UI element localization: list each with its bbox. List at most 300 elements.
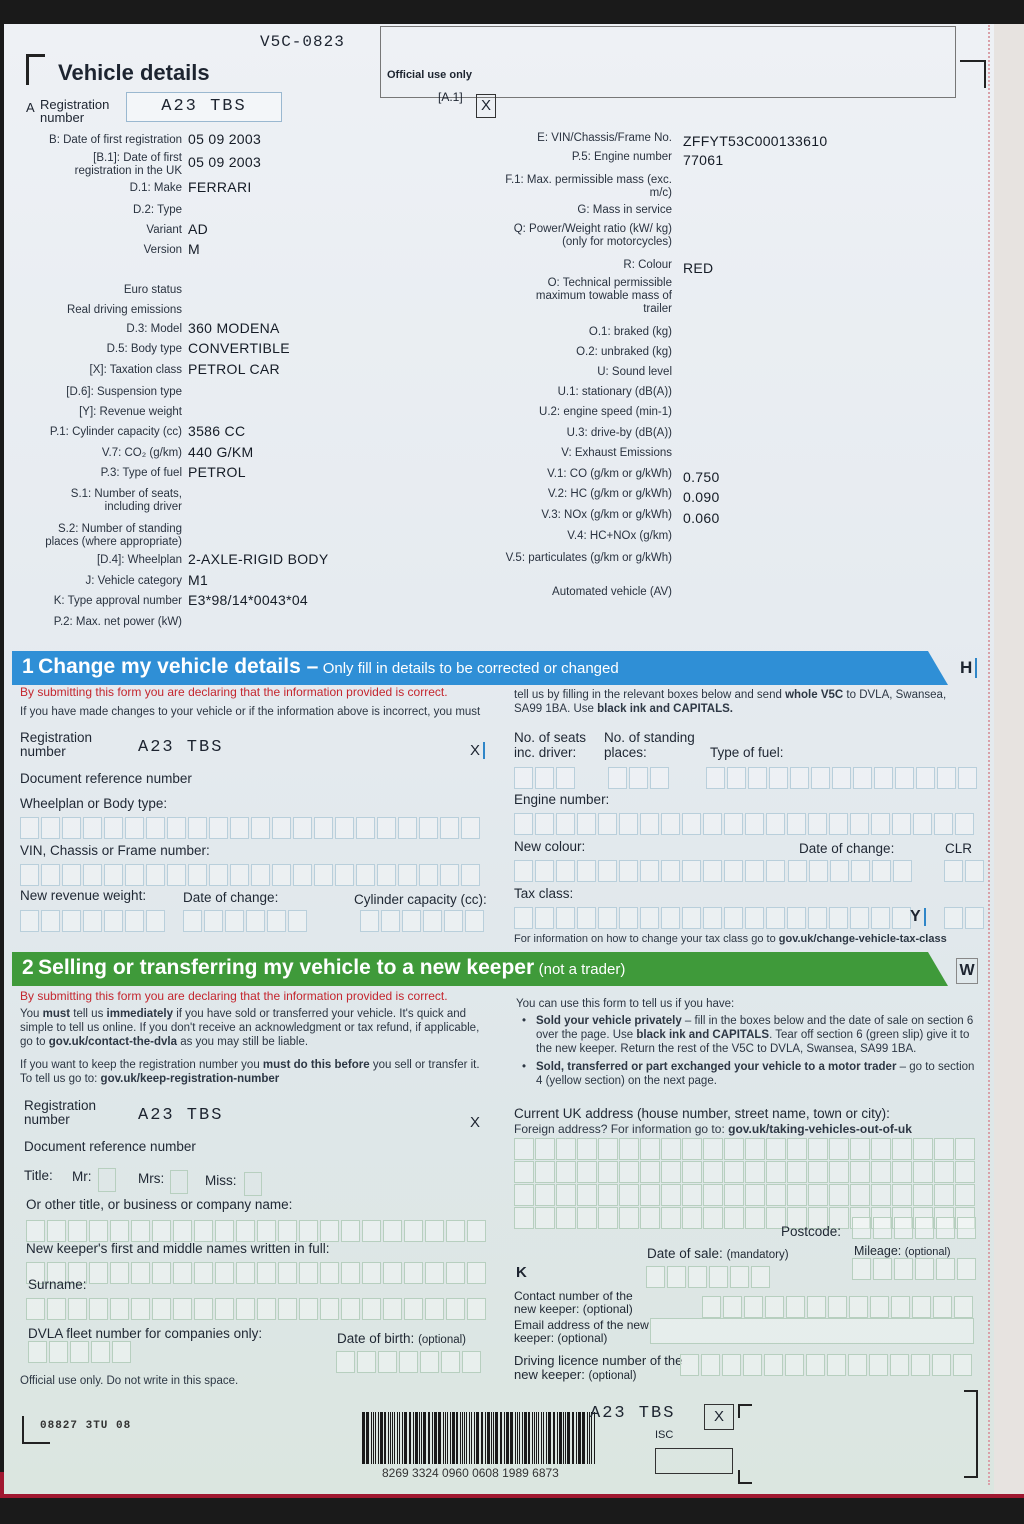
entry-cell[interactable] bbox=[225, 910, 244, 932]
entry-cell[interactable] bbox=[89, 1262, 108, 1284]
entry-cell[interactable] bbox=[766, 813, 785, 835]
entry-cell[interactable] bbox=[152, 1298, 171, 1320]
entry-cell[interactable] bbox=[912, 1296, 931, 1318]
entry-cell[interactable] bbox=[954, 1296, 973, 1318]
entry-cell[interactable] bbox=[535, 1161, 555, 1183]
entry-cell[interactable] bbox=[272, 864, 291, 886]
entry-cell[interactable] bbox=[730, 1266, 749, 1288]
s2-dob-boxes[interactable] bbox=[336, 1351, 483, 1373]
entry-cell[interactable] bbox=[356, 864, 375, 886]
entry-cell[interactable] bbox=[827, 1354, 846, 1376]
entry-cell[interactable] bbox=[709, 1266, 728, 1288]
entry-cell[interactable] bbox=[341, 1298, 360, 1320]
entry-cell[interactable] bbox=[955, 813, 974, 835]
entry-cell[interactable] bbox=[402, 910, 421, 932]
entry-cell[interactable] bbox=[167, 864, 186, 886]
entry-cell[interactable] bbox=[766, 1138, 786, 1160]
entry-cell[interactable] bbox=[556, 1161, 576, 1183]
s1-tax-extra-boxes[interactable] bbox=[944, 907, 986, 929]
entry-cell[interactable] bbox=[62, 910, 81, 932]
entry-cell[interactable] bbox=[766, 1184, 786, 1206]
entry-cell[interactable] bbox=[727, 767, 746, 789]
entry-cell[interactable] bbox=[556, 1138, 576, 1160]
entry-cell[interactable] bbox=[188, 864, 207, 886]
entry-cell[interactable] bbox=[467, 1220, 486, 1242]
entry-cell[interactable] bbox=[640, 1184, 660, 1206]
entry-cell[interactable] bbox=[167, 817, 186, 839]
entry-cell[interactable] bbox=[535, 1184, 555, 1206]
entry-cell[interactable] bbox=[383, 1220, 402, 1242]
entry-cell[interactable] bbox=[850, 1138, 870, 1160]
entry-cell[interactable] bbox=[871, 1184, 891, 1206]
s1-tax-boxes[interactable] bbox=[514, 907, 913, 929]
entry-cell[interactable] bbox=[787, 813, 806, 835]
entry-cell[interactable] bbox=[682, 907, 701, 929]
entry-cell[interactable] bbox=[934, 1184, 954, 1206]
entry-cell[interactable] bbox=[146, 864, 165, 886]
entry-cell[interactable] bbox=[341, 1220, 360, 1242]
taking-vehicles-link[interactable]: gov.uk/taking-vehicles-out-of-uk bbox=[728, 1122, 912, 1136]
entry-cell[interactable] bbox=[462, 1351, 481, 1373]
isc-box[interactable] bbox=[655, 1448, 733, 1474]
entry-cell[interactable] bbox=[850, 813, 869, 835]
entry-cell[interactable] bbox=[722, 1354, 741, 1376]
entry-cell[interactable] bbox=[871, 813, 890, 835]
s2-email-field[interactable] bbox=[650, 1318, 974, 1344]
entry-cell[interactable] bbox=[362, 1220, 381, 1242]
entry-cell[interactable] bbox=[703, 1138, 723, 1160]
entry-cell[interactable] bbox=[915, 1217, 934, 1239]
entry-cell[interactable] bbox=[41, 910, 60, 932]
entry-cell[interactable] bbox=[873, 1217, 892, 1239]
entry-cell[interactable] bbox=[204, 910, 223, 932]
entry-cell[interactable] bbox=[341, 1262, 360, 1284]
entry-cell[interactable] bbox=[20, 864, 39, 886]
entry-cell[interactable] bbox=[661, 907, 680, 929]
entry-cell[interactable] bbox=[724, 813, 743, 835]
entry-cell[interactable] bbox=[745, 1161, 765, 1183]
entry-cell[interactable] bbox=[251, 864, 270, 886]
entry-cell[interactable] bbox=[440, 817, 459, 839]
entry-cell[interactable] bbox=[682, 813, 701, 835]
entry-cell[interactable] bbox=[745, 1184, 765, 1206]
s1-wheelplan-boxes[interactable] bbox=[20, 817, 482, 839]
entry-cell[interactable] bbox=[556, 767, 575, 789]
s1-colour-date-boxes[interactable] bbox=[788, 860, 914, 882]
entry-cell[interactable] bbox=[173, 1262, 192, 1284]
entry-cell[interactable] bbox=[299, 1298, 318, 1320]
entry-cell[interactable] bbox=[194, 1262, 213, 1284]
entry-cell[interactable] bbox=[830, 860, 849, 882]
entry-cell[interactable] bbox=[146, 910, 165, 932]
entry-cell[interactable] bbox=[680, 1354, 699, 1376]
entry-cell[interactable] bbox=[377, 817, 396, 839]
entry-cell[interactable] bbox=[787, 1161, 807, 1183]
entry-cell[interactable] bbox=[577, 813, 596, 835]
s1-colour-boxes[interactable] bbox=[514, 860, 787, 882]
entry-cell[interactable] bbox=[724, 907, 743, 929]
entry-cell[interactable] bbox=[724, 1184, 744, 1206]
entry-cell[interactable] bbox=[871, 907, 890, 929]
entry-cell[interactable] bbox=[215, 1262, 234, 1284]
entry-cell[interactable] bbox=[293, 817, 312, 839]
entry-cell[interactable] bbox=[83, 817, 102, 839]
entry-cell[interactable] bbox=[682, 1161, 702, 1183]
entry-cell[interactable] bbox=[577, 1138, 597, 1160]
entry-cell[interactable] bbox=[891, 1296, 910, 1318]
entry-cell[interactable] bbox=[514, 813, 533, 835]
entry-cell[interactable] bbox=[852, 1217, 871, 1239]
s1-standing-boxes[interactable] bbox=[608, 767, 671, 789]
entry-cell[interactable] bbox=[356, 817, 375, 839]
s1-engine-boxes[interactable] bbox=[514, 813, 976, 835]
entry-cell[interactable] bbox=[916, 767, 935, 789]
entry-cell[interactable] bbox=[398, 817, 417, 839]
entry-cell[interactable] bbox=[650, 767, 669, 789]
entry-cell[interactable] bbox=[640, 1138, 660, 1160]
entry-cell[interactable] bbox=[209, 817, 228, 839]
entry-cell[interactable] bbox=[514, 1138, 534, 1160]
entry-cell[interactable] bbox=[848, 1354, 867, 1376]
entry-cell[interactable] bbox=[419, 817, 438, 839]
entry-cell[interactable] bbox=[832, 767, 851, 789]
entry-cell[interactable] bbox=[808, 813, 827, 835]
entry-cell[interactable] bbox=[398, 864, 417, 886]
entry-cell[interactable] bbox=[806, 1354, 825, 1376]
entry-cell[interactable] bbox=[944, 907, 963, 929]
entry-cell[interactable] bbox=[944, 860, 963, 882]
entry-cell[interactable] bbox=[892, 813, 911, 835]
entry-cell[interactable] bbox=[894, 1217, 913, 1239]
entry-cell[interactable] bbox=[125, 817, 144, 839]
entry-cell[interactable] bbox=[236, 1262, 255, 1284]
entry-cell[interactable] bbox=[104, 817, 123, 839]
entry-cell[interactable] bbox=[892, 1138, 912, 1160]
entry-cell[interactable] bbox=[335, 817, 354, 839]
entry-cell[interactable] bbox=[357, 1351, 376, 1373]
entry-cell[interactable] bbox=[28, 1341, 47, 1363]
entry-cell[interactable] bbox=[41, 817, 60, 839]
entry-cell[interactable] bbox=[766, 1161, 786, 1183]
entry-cell[interactable] bbox=[619, 1184, 639, 1206]
entry-cell[interactable] bbox=[790, 767, 809, 789]
entry-cell[interactable] bbox=[598, 1138, 618, 1160]
entry-cell[interactable] bbox=[748, 767, 767, 789]
keep-registration-link[interactable]: gov.uk/keep-registration-number bbox=[100, 1073, 280, 1085]
entry-cell[interactable] bbox=[640, 1161, 660, 1183]
entry-cell[interactable] bbox=[336, 1351, 355, 1373]
entry-cell[interactable] bbox=[70, 1341, 89, 1363]
entry-cell[interactable] bbox=[661, 860, 680, 882]
entry-cell[interactable] bbox=[619, 813, 638, 835]
entry-cell[interactable] bbox=[320, 1298, 339, 1320]
entry-cell[interactable] bbox=[808, 1138, 828, 1160]
entry-cell[interactable] bbox=[745, 1138, 765, 1160]
entry-cell[interactable] bbox=[131, 1220, 150, 1242]
entry-cell[interactable] bbox=[267, 910, 286, 932]
entry-cell[interactable] bbox=[785, 1354, 804, 1376]
entry-cell[interactable] bbox=[278, 1220, 297, 1242]
entry-cell[interactable] bbox=[404, 1262, 423, 1284]
entry-cell[interactable] bbox=[514, 860, 533, 882]
entry-cell[interactable] bbox=[215, 1220, 234, 1242]
entry-cell[interactable] bbox=[598, 1161, 618, 1183]
entry-cell[interactable] bbox=[68, 1298, 87, 1320]
entry-cell[interactable] bbox=[188, 817, 207, 839]
entry-cell[interactable] bbox=[852, 1258, 871, 1280]
entry-cell[interactable] bbox=[703, 860, 722, 882]
entry-cell[interactable] bbox=[26, 1220, 45, 1242]
entry-cell[interactable] bbox=[293, 864, 312, 886]
tax-class-link[interactable]: gov.uk/change-vehicle-tax-class bbox=[778, 933, 947, 945]
entry-cell[interactable] bbox=[808, 907, 827, 929]
entry-cell[interactable] bbox=[110, 1220, 129, 1242]
entry-cell[interactable] bbox=[152, 1262, 171, 1284]
entry-cell[interactable] bbox=[556, 907, 575, 929]
entry-cell[interactable] bbox=[850, 907, 869, 929]
entry-cell[interactable] bbox=[787, 1138, 807, 1160]
entry-cell[interactable] bbox=[850, 1184, 870, 1206]
entry-cell[interactable] bbox=[936, 1258, 955, 1280]
entry-cell[interactable] bbox=[420, 1351, 439, 1373]
entry-cell[interactable] bbox=[688, 1266, 707, 1288]
s1-clr-boxes[interactable] bbox=[944, 860, 986, 882]
entry-cell[interactable] bbox=[892, 907, 911, 929]
entry-cell[interactable] bbox=[872, 860, 891, 882]
entry-cell[interactable] bbox=[236, 1220, 255, 1242]
entry-cell[interactable] bbox=[514, 907, 533, 929]
entry-cell[interactable] bbox=[598, 907, 617, 929]
entry-cell[interactable] bbox=[556, 813, 575, 835]
entry-cell[interactable] bbox=[514, 1184, 534, 1206]
entry-cell[interactable] bbox=[194, 1298, 213, 1320]
entry-cell[interactable] bbox=[661, 1184, 681, 1206]
entry-cell[interactable] bbox=[640, 860, 659, 882]
entry-cell[interactable] bbox=[461, 864, 480, 886]
entry-cell[interactable] bbox=[955, 1161, 975, 1183]
entry-cell[interactable] bbox=[335, 864, 354, 886]
entry-cell[interactable] bbox=[41, 864, 60, 886]
entry-cell[interactable] bbox=[787, 1184, 807, 1206]
entry-cell[interactable] bbox=[619, 907, 638, 929]
entry-cell[interactable] bbox=[766, 860, 785, 882]
entry-cell[interactable] bbox=[915, 1258, 934, 1280]
entry-cell[interactable] bbox=[68, 1220, 87, 1242]
entry-cell[interactable] bbox=[440, 864, 459, 886]
entry-cell[interactable] bbox=[745, 860, 764, 882]
entry-cell[interactable] bbox=[913, 1184, 933, 1206]
s2-contact-boxes[interactable] bbox=[702, 1296, 975, 1318]
s2-mr-box[interactable] bbox=[98, 1168, 116, 1192]
entry-cell[interactable] bbox=[236, 1298, 255, 1320]
entry-cell[interactable] bbox=[895, 767, 914, 789]
entry-cell[interactable] bbox=[849, 1296, 868, 1318]
entry-cell[interactable] bbox=[83, 910, 102, 932]
entry-cell[interactable] bbox=[873, 1258, 892, 1280]
entry-cell[interactable] bbox=[104, 910, 123, 932]
entry-cell[interactable] bbox=[299, 1262, 318, 1284]
entry-cell[interactable] bbox=[703, 1184, 723, 1206]
entry-cell[interactable] bbox=[871, 1161, 891, 1183]
entry-cell[interactable] bbox=[937, 767, 956, 789]
entry-cell[interactable] bbox=[104, 864, 123, 886]
entry-cell[interactable] bbox=[807, 1296, 826, 1318]
entry-cell[interactable] bbox=[209, 864, 228, 886]
entry-cell[interactable] bbox=[828, 1296, 847, 1318]
entry-cell[interactable] bbox=[419, 864, 438, 886]
entry-cell[interactable] bbox=[110, 1262, 129, 1284]
s2-mileage-boxes[interactable] bbox=[852, 1258, 978, 1280]
entry-cell[interactable] bbox=[26, 1298, 45, 1320]
s2-licence-boxes[interactable] bbox=[680, 1354, 974, 1376]
entry-cell[interactable] bbox=[467, 1298, 486, 1320]
entry-cell[interactable] bbox=[766, 907, 785, 929]
s1-date-change-boxes[interactable] bbox=[183, 910, 309, 932]
s1-revenue-boxes[interactable] bbox=[20, 910, 167, 932]
entry-cell[interactable] bbox=[701, 1354, 720, 1376]
entry-cell[interactable] bbox=[808, 1161, 828, 1183]
entry-cell[interactable] bbox=[535, 1138, 555, 1160]
entry-cell[interactable] bbox=[404, 1298, 423, 1320]
s1-vin-boxes[interactable] bbox=[20, 864, 482, 886]
entry-cell[interactable] bbox=[89, 1298, 108, 1320]
entry-cell[interactable] bbox=[933, 1296, 952, 1318]
entry-cell[interactable] bbox=[251, 817, 270, 839]
entry-cell[interactable] bbox=[272, 817, 291, 839]
entry-cell[interactable] bbox=[257, 1220, 276, 1242]
entry-cell[interactable] bbox=[934, 813, 953, 835]
entry-cell[interactable] bbox=[467, 1262, 486, 1284]
entry-cell[interactable] bbox=[640, 813, 659, 835]
entry-cell[interactable] bbox=[682, 1184, 702, 1206]
entry-cell[interactable] bbox=[278, 1298, 297, 1320]
entry-cell[interactable] bbox=[936, 1217, 955, 1239]
entry-cell[interactable] bbox=[608, 767, 627, 789]
entry-cell[interactable] bbox=[619, 860, 638, 882]
s1-cyl-boxes[interactable] bbox=[360, 910, 486, 932]
entry-cell[interactable] bbox=[362, 1298, 381, 1320]
entry-cell[interactable] bbox=[892, 1161, 912, 1183]
entry-cell[interactable] bbox=[535, 860, 554, 882]
entry-cell[interactable] bbox=[965, 860, 984, 882]
s2-first-names-boxes[interactable] bbox=[26, 1262, 488, 1284]
entry-cell[interactable] bbox=[829, 813, 848, 835]
s1-fuel-boxes[interactable] bbox=[706, 767, 979, 789]
entry-cell[interactable] bbox=[288, 910, 307, 932]
entry-cell[interactable] bbox=[125, 864, 144, 886]
entry-cell[interactable] bbox=[829, 1138, 849, 1160]
entry-cell[interactable] bbox=[383, 1298, 402, 1320]
entry-cell[interactable] bbox=[446, 1262, 465, 1284]
entry-cell[interactable] bbox=[423, 910, 442, 932]
entry-cell[interactable] bbox=[706, 767, 725, 789]
entry-cell[interactable] bbox=[514, 767, 533, 789]
entry-cell[interactable] bbox=[894, 1258, 913, 1280]
entry-cell[interactable] bbox=[788, 860, 807, 882]
entry-cell[interactable] bbox=[853, 767, 872, 789]
entry-cell[interactable] bbox=[702, 1296, 721, 1318]
entry-cell[interactable] bbox=[955, 1184, 975, 1206]
entry-cell[interactable] bbox=[577, 1184, 597, 1206]
entry-cell[interactable] bbox=[661, 1138, 681, 1160]
entry-cell[interactable] bbox=[514, 1161, 534, 1183]
entry-cell[interactable] bbox=[934, 1138, 954, 1160]
entry-cell[interactable] bbox=[49, 1341, 68, 1363]
entry-cell[interactable] bbox=[724, 1138, 744, 1160]
entry-cell[interactable] bbox=[682, 860, 701, 882]
entry-cell[interactable] bbox=[955, 1138, 975, 1160]
entry-cell[interactable] bbox=[131, 1298, 150, 1320]
entry-cell[interactable] bbox=[404, 1220, 423, 1242]
entry-cell[interactable] bbox=[20, 817, 39, 839]
entry-cell[interactable] bbox=[465, 910, 484, 932]
entry-cell[interactable] bbox=[47, 1220, 66, 1242]
entry-cell[interactable] bbox=[934, 1161, 954, 1183]
entry-cell[interactable] bbox=[441, 1351, 460, 1373]
s2-date-sale-boxes[interactable] bbox=[646, 1266, 772, 1288]
entry-cell[interactable] bbox=[851, 860, 870, 882]
entry-cell[interactable] bbox=[661, 1161, 681, 1183]
entry-cell[interactable] bbox=[173, 1298, 192, 1320]
entry-cell[interactable] bbox=[850, 1161, 870, 1183]
entry-cell[interactable] bbox=[425, 1298, 444, 1320]
entry-cell[interactable] bbox=[751, 1266, 770, 1288]
entry-cell[interactable] bbox=[183, 910, 202, 932]
entry-cell[interactable] bbox=[769, 767, 788, 789]
entry-cell[interactable] bbox=[215, 1298, 234, 1320]
entry-cell[interactable] bbox=[619, 1138, 639, 1160]
s2-mrs-box[interactable] bbox=[170, 1170, 188, 1194]
s1-seats-boxes[interactable] bbox=[514, 767, 577, 789]
entry-cell[interactable] bbox=[47, 1298, 66, 1320]
entry-cell[interactable] bbox=[957, 1217, 976, 1239]
entry-cell[interactable] bbox=[703, 1161, 723, 1183]
entry-cell[interactable] bbox=[535, 813, 554, 835]
entry-cell[interactable] bbox=[299, 1220, 318, 1242]
entry-cell[interactable] bbox=[629, 767, 648, 789]
entry-cell[interactable] bbox=[230, 864, 249, 886]
entry-cell[interactable] bbox=[446, 1220, 465, 1242]
entry-cell[interactable] bbox=[278, 1262, 297, 1284]
entry-cell[interactable] bbox=[957, 1258, 976, 1280]
entry-cell[interactable] bbox=[893, 860, 912, 882]
entry-cell[interactable] bbox=[535, 767, 554, 789]
entry-cell[interactable] bbox=[425, 1220, 444, 1242]
entry-cell[interactable] bbox=[383, 1262, 402, 1284]
entry-cell[interactable] bbox=[320, 1220, 339, 1242]
entry-cell[interactable] bbox=[146, 817, 165, 839]
entry-cell[interactable] bbox=[125, 910, 144, 932]
entry-cell[interactable] bbox=[535, 907, 554, 929]
entry-cell[interactable] bbox=[871, 1138, 891, 1160]
entry-cell[interactable] bbox=[89, 1220, 108, 1242]
entry-cell[interactable] bbox=[682, 1138, 702, 1160]
entry-cell[interactable] bbox=[829, 907, 848, 929]
entry-cell[interactable] bbox=[112, 1341, 131, 1363]
entry-cell[interactable] bbox=[892, 1184, 912, 1206]
entry-cell[interactable] bbox=[764, 1354, 783, 1376]
entry-cell[interactable] bbox=[577, 1161, 597, 1183]
entry-cell[interactable] bbox=[556, 860, 575, 882]
entry-cell[interactable] bbox=[598, 860, 617, 882]
entry-cell[interactable] bbox=[83, 864, 102, 886]
s2-miss-box[interactable] bbox=[244, 1172, 262, 1196]
entry-cell[interactable] bbox=[399, 1351, 418, 1373]
entry-cell[interactable] bbox=[381, 910, 400, 932]
s2-postcode-boxes[interactable] bbox=[852, 1217, 978, 1239]
entry-cell[interactable] bbox=[932, 1354, 951, 1376]
entry-cell[interactable] bbox=[703, 907, 722, 929]
